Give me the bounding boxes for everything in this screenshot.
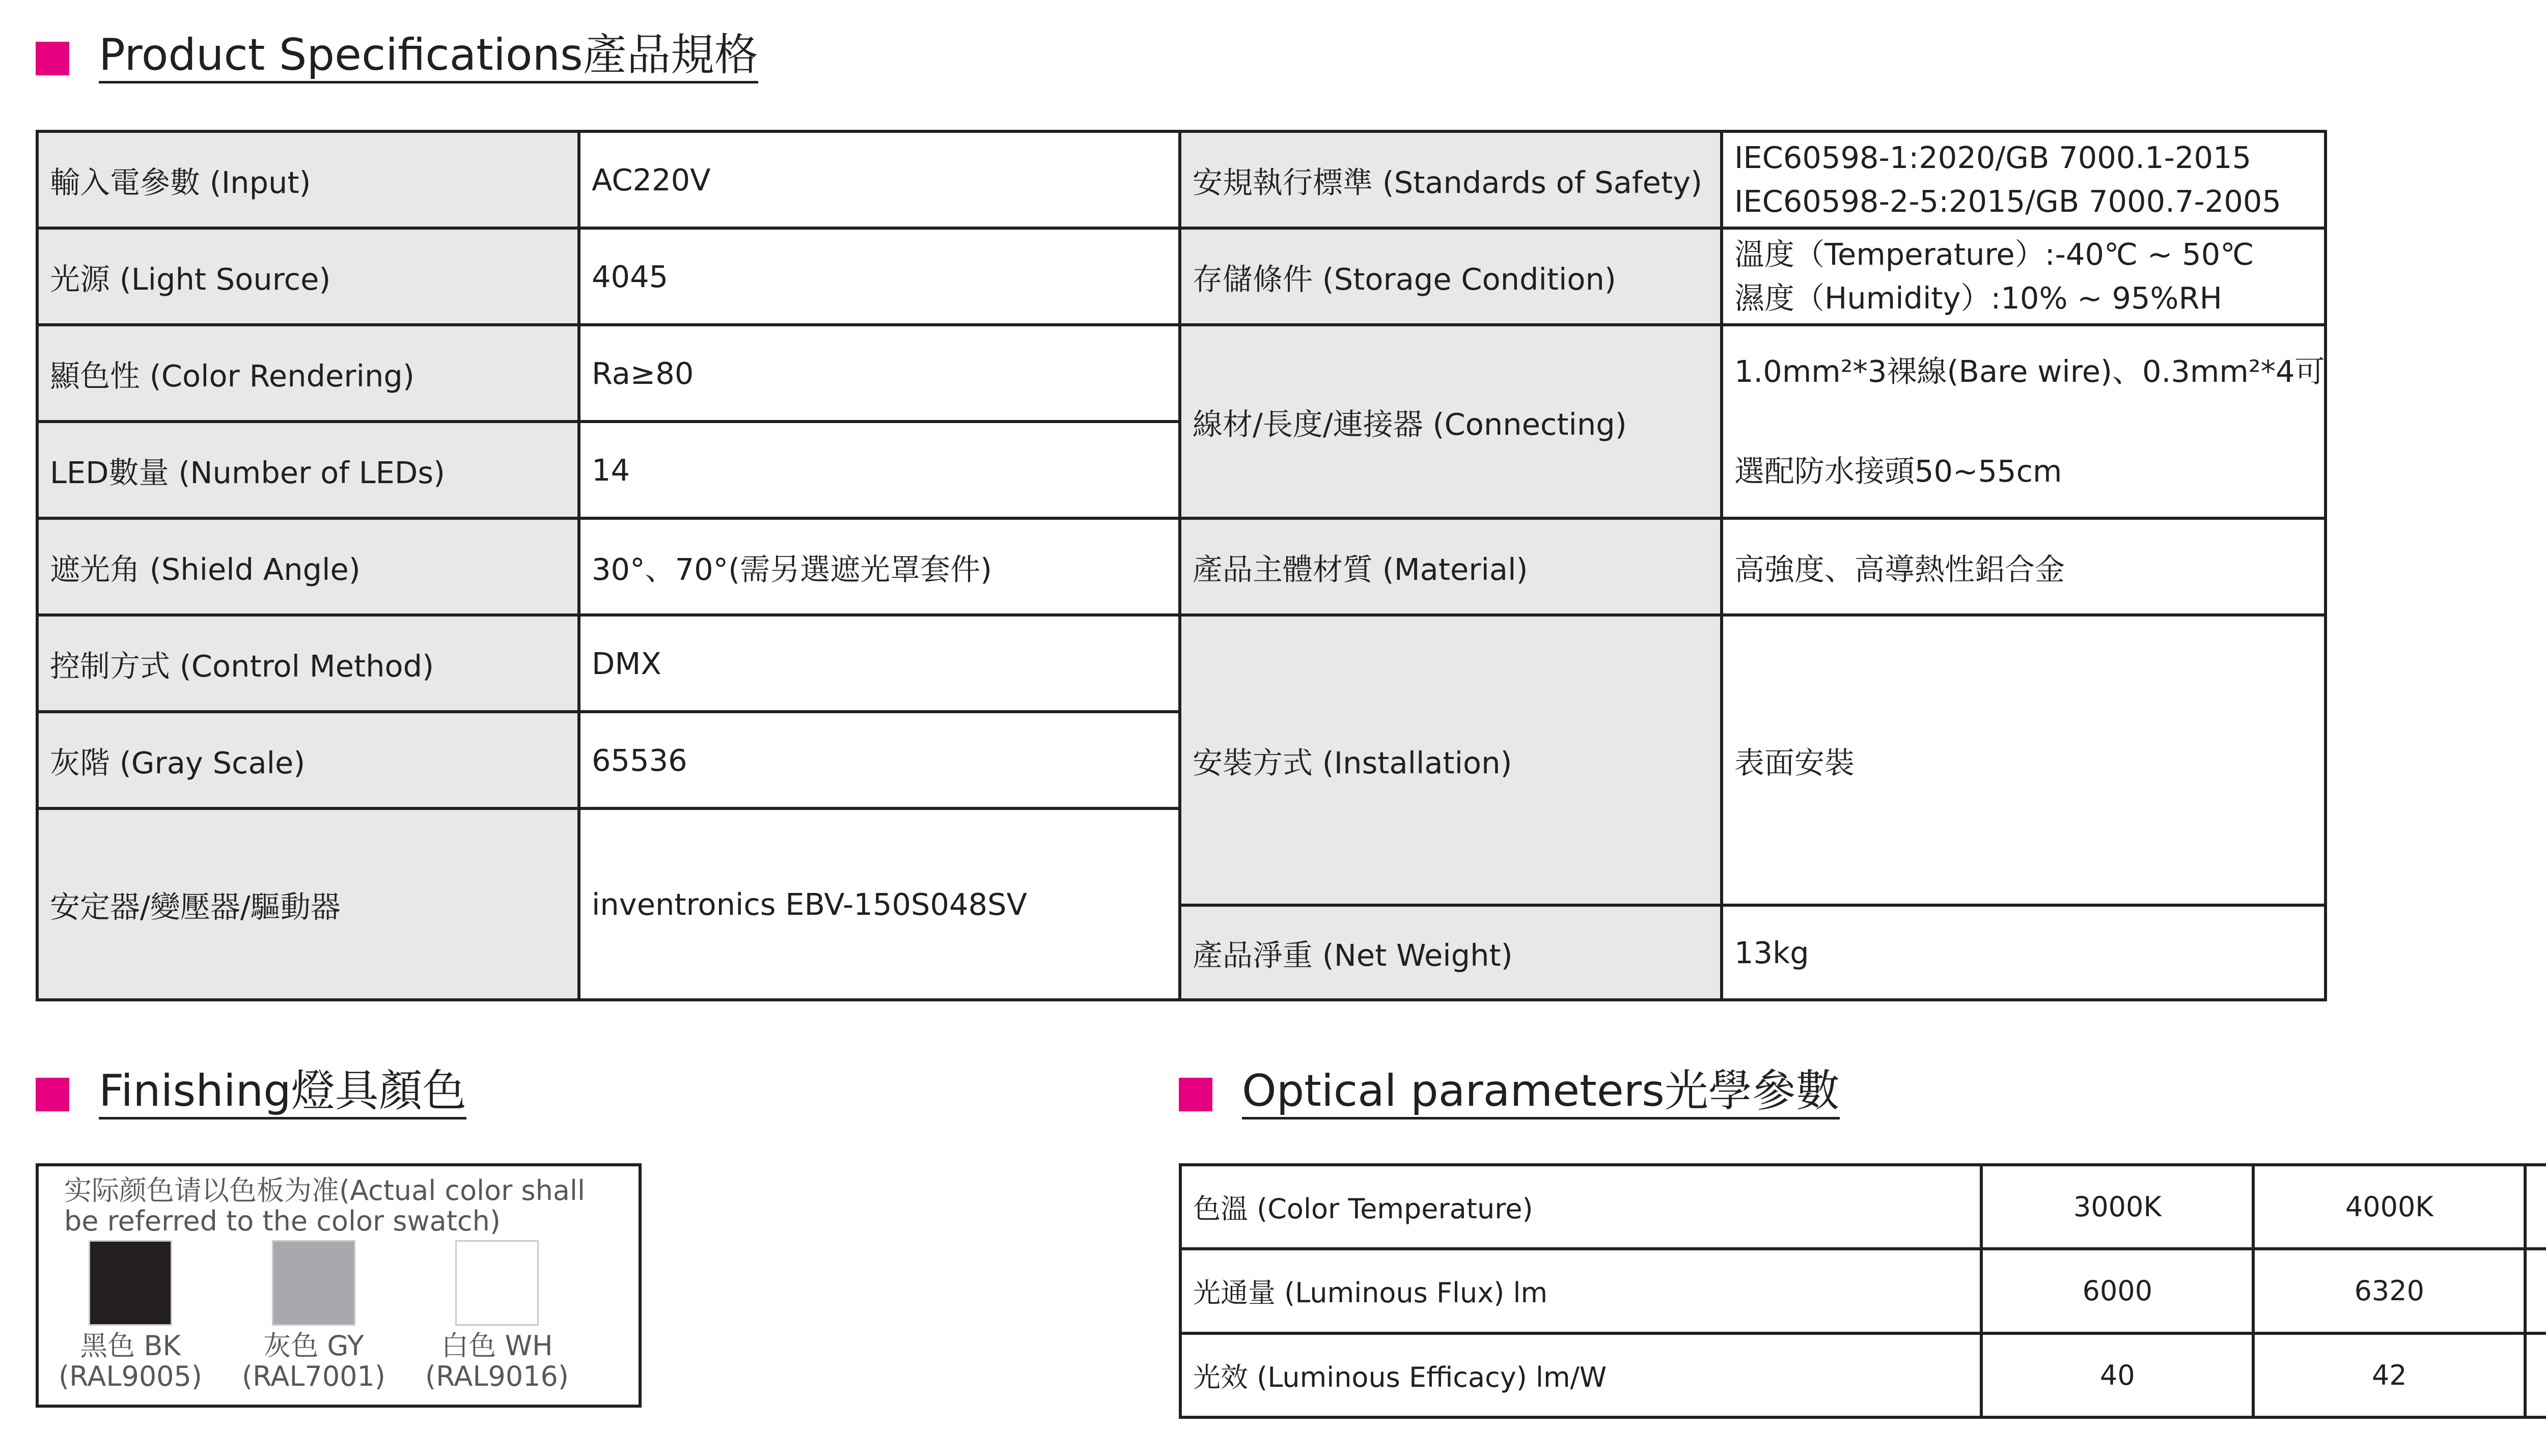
connecting-value — [1722, 325, 2326, 518]
table-cell — [2525, 1249, 2546, 1333]
swatch-code: (RAL9005) — [59, 1360, 202, 1392]
table-cell: 40 — [1981, 1333, 2253, 1417]
safety-value — [1722, 131, 2326, 228]
light-source-value: 4045 — [579, 228, 1180, 325]
input-value: AC220V — [579, 131, 1180, 228]
swatch-gray — [232, 1240, 395, 1392]
table-cell: 4000K — [2253, 1165, 2525, 1249]
storage-label: 存儲條件 (Storage Condition) — [1180, 228, 1722, 325]
table-row — [37, 325, 2326, 422]
safety-label: 安規執行標準 (Standards of Safety) — [1180, 131, 1722, 228]
table-row — [37, 228, 2326, 325]
swatch-code: (RAL9016) — [425, 1360, 569, 1392]
installation-label: 安裝方式 (Installation) — [1180, 615, 1722, 905]
connecting-gap — [1734, 394, 2313, 450]
finishing-box — [36, 1163, 642, 1408]
swatch-name: 灰色 GY — [263, 1330, 364, 1362]
color-rendering-label: 顯色性 (Color Rendering) — [37, 325, 579, 422]
swatch-white — [416, 1240, 578, 1392]
finishing-title-text: Finishing燈具顏色 — [99, 1069, 466, 1119]
swatch-black — [49, 1240, 212, 1392]
section-marker-icon — [36, 1078, 69, 1111]
material-value: 高強度、高導熱性鋁合金 — [1722, 518, 2326, 615]
flux-label: 光通量 (Luminous Flux) lm — [1180, 1249, 1981, 1333]
table-row — [37, 615, 2326, 712]
table-row — [1180, 1333, 2546, 1417]
shield-angle-label: 遮光角 (Shield Angle) — [37, 518, 579, 615]
connecting-line-2: 選配防水接頭50~55cm — [1734, 454, 2062, 489]
net-weight-label: 產品淨重 (Net Weight) — [1180, 905, 1722, 1000]
swatch-code: (RAL7001) — [242, 1360, 385, 1392]
table-cell: 42 — [2253, 1333, 2525, 1417]
swatch-name: 黑色 BK — [80, 1330, 181, 1362]
gray-scale-label: 灰階 (Gray Scale) — [37, 712, 579, 808]
installation-value: 表面安裝 — [1722, 615, 2326, 905]
control-value: DMX — [579, 615, 1180, 712]
net-weight-value: 13kg — [1722, 905, 2326, 1000]
table-cell: 3000K — [1981, 1165, 2253, 1249]
storage-line-1: 溫度（Temperature）:-40℃ ~ 50℃ — [1734, 237, 2254, 272]
optical-table — [1179, 1163, 2546, 1419]
safety-line-1: IEC60598-1:2020/GB 7000.1-2015 — [1734, 140, 2252, 176]
table-cell: 6000 — [1981, 1249, 2253, 1333]
table-row — [1180, 1249, 2546, 1333]
input-label: 輸入電參數 (Input) — [37, 131, 579, 228]
spec-table — [36, 130, 2327, 1001]
table-cell — [2525, 1165, 2546, 1249]
section-marker-icon — [1179, 1078, 1212, 1111]
led-count-value: 14 — [579, 422, 1180, 518]
cct-label: 色溫 (Color Temperature) — [1180, 1165, 1981, 1249]
spec-title-text: Product Specifications產品規格 — [99, 33, 758, 83]
efficacy-label: 光效 (Luminous Efficacy) lm/W — [1180, 1333, 1981, 1417]
driver-value: inventronics EBV-150S048SV — [579, 808, 1180, 1000]
swatch-color-chip — [455, 1240, 539, 1326]
swatch-name: 白色 WH — [441, 1330, 553, 1362]
swatch-color-chip — [272, 1240, 355, 1326]
driver-label: 安定器/變壓器/驅動器 — [37, 808, 579, 1000]
shield-angle-value: 30°、70°(需另選遮光罩套件) — [579, 518, 1180, 615]
optical-section-title — [1179, 1066, 1840, 1119]
table-cell: 6320 — [2253, 1249, 2525, 1333]
table-row — [1180, 1165, 2546, 1249]
table-row — [37, 131, 2326, 228]
color-rendering-value: Ra≥80 — [579, 325, 1180, 422]
storage-line-2: 濕度（Humidity）:10% ~ 95%RH — [1734, 281, 2222, 316]
spec-section-title — [36, 30, 758, 83]
section-marker-icon — [36, 42, 69, 75]
color-note: 实际颜色请以色板为准(Actual color shall be referred to the color swatch) — [64, 1174, 585, 1237]
connecting-line-1: 1.0mm²*3裸線(Bare wire)、0.3mm²*4可 — [1734, 354, 2325, 389]
gray-scale-value: 65536 — [579, 712, 1180, 808]
safety-line-2: IEC60598-2-5:2015/GB 7000.7-2005 — [1734, 184, 2281, 219]
storage-value — [1722, 228, 2326, 325]
led-count-label: LED數量 (Number of LEDs) — [37, 422, 579, 518]
control-label: 控制方式 (Control Method) — [37, 615, 579, 712]
material-label: 產品主體材質 (Material) — [1180, 518, 1722, 615]
finishing-section-title — [36, 1066, 466, 1119]
light-source-label: 光源 (Light Source) — [37, 228, 579, 325]
swatch-color-chip — [89, 1240, 172, 1326]
optical-title-text: Optical parameters光學參數 — [1242, 1069, 1840, 1119]
table-row — [37, 518, 2326, 615]
connecting-label: 線材/長度/連接器 (Connecting) — [1180, 325, 1722, 518]
table-cell — [2525, 1333, 2546, 1417]
